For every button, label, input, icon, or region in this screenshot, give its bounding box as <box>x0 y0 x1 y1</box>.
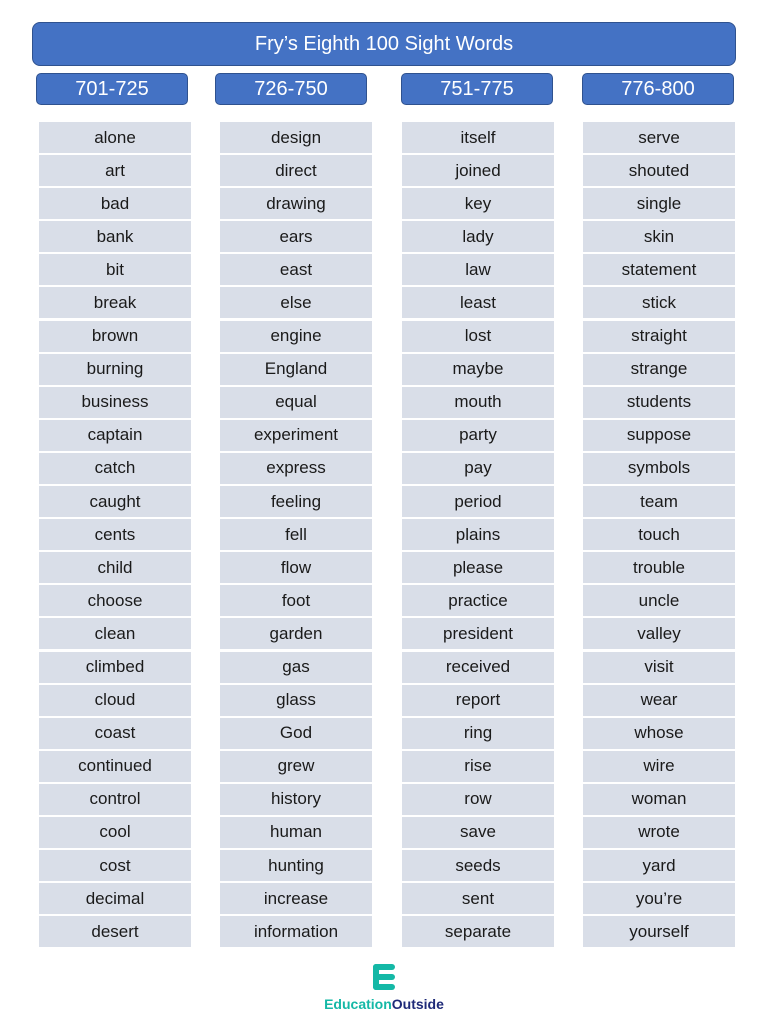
word-cell: lost <box>402 321 554 352</box>
logo-wordmark <box>324 996 444 1012</box>
word-cell: shouted <box>583 155 735 186</box>
word-cell: serve <box>583 122 735 153</box>
word-cell: bad <box>39 188 191 219</box>
word-cell: drawing <box>220 188 372 219</box>
word-cell: sent <box>402 883 554 914</box>
word-cell: else <box>220 287 372 318</box>
word-cell: plains <box>402 519 554 550</box>
word-column-776-800 <box>583 122 735 949</box>
word-cell: trouble <box>583 552 735 583</box>
word-cell: statement <box>583 254 735 285</box>
word-cell: cents <box>39 519 191 550</box>
word-cell: God <box>220 718 372 749</box>
word-cell: east <box>220 254 372 285</box>
word-cell: caught <box>39 486 191 517</box>
word-cell: president <box>402 618 554 649</box>
education-outside-logo-icon <box>370 962 398 992</box>
word-cell: uncle <box>583 585 735 616</box>
word-cell: bit <box>39 254 191 285</box>
word-cell: team <box>583 486 735 517</box>
page-title: Fry’s Eighth 100 Sight Words <box>32 22 736 66</box>
word-cell: art <box>39 155 191 186</box>
word-cell: least <box>402 287 554 318</box>
word-cell: woman <box>583 784 735 815</box>
word-cell: foot <box>220 585 372 616</box>
word-cell: whose <box>583 718 735 749</box>
word-cell: experiment <box>220 420 372 451</box>
education-outside-logo <box>0 962 768 1012</box>
word-column-701-725 <box>39 122 191 949</box>
word-cell: maybe <box>402 354 554 385</box>
word-cell: seeds <box>402 850 554 881</box>
word-cell: gas <box>220 652 372 683</box>
word-cell: pay <box>402 453 554 484</box>
word-cell: flow <box>220 552 372 583</box>
word-column-751-775 <box>402 122 554 949</box>
word-cell: cool <box>39 817 191 848</box>
word-cell: control <box>39 784 191 815</box>
word-cell: row <box>402 784 554 815</box>
word-cell: ears <box>220 221 372 252</box>
column-header-726-750: 726-750 <box>215 73 367 105</box>
word-cell: period <box>402 486 554 517</box>
word-cell: wear <box>583 685 735 716</box>
word-cell: key <box>402 188 554 219</box>
word-cell: catch <box>39 453 191 484</box>
word-cell: express <box>220 453 372 484</box>
word-cell: hunting <box>220 850 372 881</box>
word-cell: grew <box>220 751 372 782</box>
word-cell: law <box>402 254 554 285</box>
word-cell: climbed <box>39 652 191 683</box>
word-cell: bank <box>39 221 191 252</box>
word-cell: choose <box>39 585 191 616</box>
word-cell: mouth <box>402 387 554 418</box>
word-cell: England <box>220 354 372 385</box>
word-cell: touch <box>583 519 735 550</box>
word-cell: separate <box>402 916 554 947</box>
word-cell: history <box>220 784 372 815</box>
word-cell: symbols <box>583 453 735 484</box>
word-cell: party <box>402 420 554 451</box>
word-cell: fell <box>220 519 372 550</box>
word-cell: suppose <box>583 420 735 451</box>
column-header-701-725: 701-725 <box>36 73 188 105</box>
word-cell: you’re <box>583 883 735 914</box>
word-cell: alone <box>39 122 191 153</box>
word-cell: straight <box>583 321 735 352</box>
word-cell: skin <box>583 221 735 252</box>
word-cell: feeling <box>220 486 372 517</box>
word-cell: yard <box>583 850 735 881</box>
word-cell: joined <box>402 155 554 186</box>
word-cell: garden <box>220 618 372 649</box>
word-cell: save <box>402 817 554 848</box>
column-header-776-800: 776-800 <box>582 73 734 105</box>
word-cell: coast <box>39 718 191 749</box>
word-cell: stick <box>583 287 735 318</box>
word-cell: ring <box>402 718 554 749</box>
logo-text-outside: Outside <box>391 996 444 1012</box>
word-cell: desert <box>39 916 191 947</box>
word-column-726-750 <box>220 122 372 949</box>
word-cell: strange <box>583 354 735 385</box>
word-cell: lady <box>402 221 554 252</box>
word-cell: report <box>402 685 554 716</box>
word-cell: glass <box>220 685 372 716</box>
word-cell: child <box>39 552 191 583</box>
word-cell: captain <box>39 420 191 451</box>
word-cell: information <box>220 916 372 947</box>
word-cell: increase <box>220 883 372 914</box>
word-cell: cloud <box>39 685 191 716</box>
word-cell: received <box>402 652 554 683</box>
word-cell: yourself <box>583 916 735 947</box>
word-cell: clean <box>39 618 191 649</box>
word-cell: human <box>220 817 372 848</box>
word-cell: please <box>402 552 554 583</box>
word-cell: burning <box>39 354 191 385</box>
column-header-751-775: 751-775 <box>401 73 553 105</box>
word-cell: wrote <box>583 817 735 848</box>
word-cell: wire <box>583 751 735 782</box>
word-cell: students <box>583 387 735 418</box>
word-cell: cost <box>39 850 191 881</box>
word-cell: business <box>39 387 191 418</box>
logo-text-education: Education <box>324 996 392 1012</box>
word-cell: single <box>583 188 735 219</box>
word-cell: equal <box>220 387 372 418</box>
word-cell: rise <box>402 751 554 782</box>
word-cell: design <box>220 122 372 153</box>
word-cell: direct <box>220 155 372 186</box>
word-cell: continued <box>39 751 191 782</box>
word-cell: valley <box>583 618 735 649</box>
word-cell: break <box>39 287 191 318</box>
word-cell: engine <box>220 321 372 352</box>
word-cell: brown <box>39 321 191 352</box>
word-cell: decimal <box>39 883 191 914</box>
word-cell: itself <box>402 122 554 153</box>
word-cell: practice <box>402 585 554 616</box>
word-cell: visit <box>583 652 735 683</box>
